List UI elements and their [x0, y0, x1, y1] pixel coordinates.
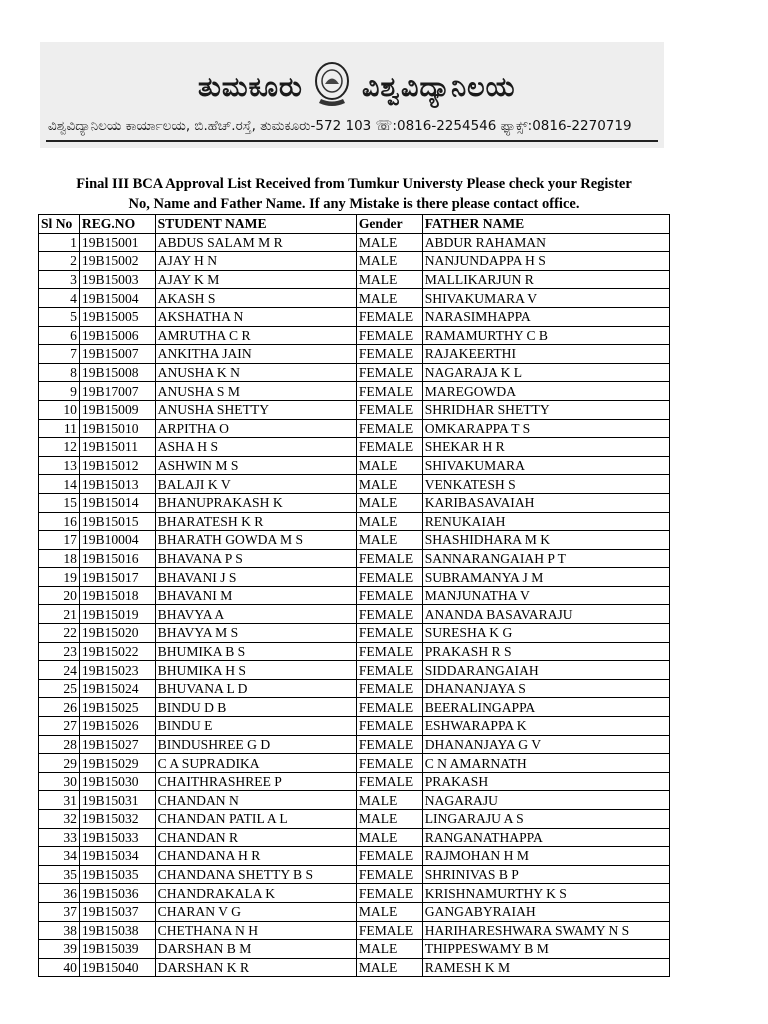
- table-header-row: [39, 215, 670, 234]
- father-name-cell: ESHWARAPPA K: [422, 717, 669, 736]
- university-seal-icon: [313, 59, 351, 109]
- student-name-cell: ASHWIN M S: [155, 456, 356, 475]
- gender-cell: MALE: [356, 456, 422, 475]
- sl-no-cell: 32: [39, 810, 80, 829]
- gender-cell: MALE: [356, 475, 422, 494]
- sl-no-cell: 39: [39, 940, 80, 959]
- reg-no-cell: 19B15035: [79, 865, 155, 884]
- table-row: [39, 326, 670, 345]
- reg-no-cell: 19B15005: [79, 307, 155, 326]
- reg-no-cell: 19B15009: [79, 400, 155, 419]
- reg-no-cell: 19B15029: [79, 754, 155, 773]
- student-name-cell: ANUSHA SHETTY: [155, 400, 356, 419]
- gender-cell: MALE: [356, 902, 422, 921]
- father-name-cell: THIPPESWAMY B M: [422, 940, 669, 959]
- sl-no-cell: 19: [39, 568, 80, 587]
- reg-no-cell: 19B15039: [79, 940, 155, 959]
- letterhead-divider: [46, 140, 658, 142]
- table-row: [39, 307, 670, 326]
- student-name-cell: CHANDAN R: [155, 828, 356, 847]
- table-row: [39, 679, 670, 698]
- reg-no-cell: 19B15025: [79, 698, 155, 717]
- table-row: [39, 810, 670, 829]
- reg-no-cell: 19B15014: [79, 493, 155, 512]
- sl-no-cell: 26: [39, 698, 80, 717]
- sl-no-cell: 13: [39, 456, 80, 475]
- table-row: [39, 865, 670, 884]
- sl-no-cell: 7: [39, 345, 80, 364]
- reg-no-cell: 19B15024: [79, 679, 155, 698]
- gender-cell: FEMALE: [356, 772, 422, 791]
- student-name-cell: BALAJI K V: [155, 475, 356, 494]
- father-name-cell: SHEKAR H R: [422, 438, 669, 457]
- student-name-cell: CHARAN V G: [155, 902, 356, 921]
- reg-no-cell: 19B15002: [79, 252, 155, 271]
- gender-cell: FEMALE: [356, 921, 422, 940]
- gender-cell: FEMALE: [356, 307, 422, 326]
- sl-no-cell: 15: [39, 493, 80, 512]
- gender-cell: FEMALE: [356, 549, 422, 568]
- table-row: [39, 252, 670, 271]
- father-name-cell: RENUKAIAH: [422, 512, 669, 531]
- gender-cell: FEMALE: [356, 438, 422, 457]
- student-name-cell: BHANUPRAKASH K: [155, 493, 356, 512]
- sl-no-cell: 24: [39, 661, 80, 680]
- reg-no-cell: 19B15034: [79, 847, 155, 866]
- sl-no-cell: 36: [39, 884, 80, 903]
- table-row: [39, 940, 670, 959]
- gender-cell: FEMALE: [356, 586, 422, 605]
- student-name-cell: BINDU D B: [155, 698, 356, 717]
- student-name-cell: BHARATESH K R: [155, 512, 356, 531]
- reg-no-cell: 19B15015: [79, 512, 155, 531]
- student-name-cell: BHAVANA P S: [155, 549, 356, 568]
- gender-cell: FEMALE: [356, 865, 422, 884]
- student-name-cell: ABDUS SALAM M R: [155, 233, 356, 252]
- gender-cell: FEMALE: [356, 884, 422, 903]
- reg-no-cell: 19B15010: [79, 419, 155, 438]
- sl-no-cell: 35: [39, 865, 80, 884]
- gender-cell: FEMALE: [356, 326, 422, 345]
- father-name-cell: KARIBASAVAIAH: [422, 493, 669, 512]
- sl-no-cell: 12: [39, 438, 80, 457]
- reg-no-cell: 19B15016: [79, 549, 155, 568]
- father-name-cell: SUBRAMANYA J M: [422, 568, 669, 587]
- reg-no-cell: 19B15011: [79, 438, 155, 457]
- student-name-cell: BHAVANI M: [155, 586, 356, 605]
- father-name-cell: PRAKASH: [422, 772, 669, 791]
- father-name-cell: RANGANATHAPPA: [422, 828, 669, 847]
- table-row: [39, 363, 670, 382]
- reg-no-cell: 19B15013: [79, 475, 155, 494]
- father-name-cell: HARIHARESHWARA SWAMY N S: [422, 921, 669, 940]
- gender-cell: FEMALE: [356, 661, 422, 680]
- student-name-cell: ARPITHA O: [155, 419, 356, 438]
- student-name-cell: CHANDAN N: [155, 791, 356, 810]
- father-name-cell: GANGABYRAIAH: [422, 902, 669, 921]
- student-name-cell: CHETHANA N H: [155, 921, 356, 940]
- gender-cell: MALE: [356, 958, 422, 977]
- table-row: [39, 400, 670, 419]
- student-name-cell: DARSHAN K R: [155, 958, 356, 977]
- table-row: [39, 828, 670, 847]
- gender-cell: FEMALE: [356, 400, 422, 419]
- father-name-cell: NAGARAJU: [422, 791, 669, 810]
- father-name-cell: MAREGOWDA: [422, 382, 669, 401]
- student-name-cell: BINDU E: [155, 717, 356, 736]
- reg-no-cell: 19B15027: [79, 735, 155, 754]
- student-name-cell: AJAY H N: [155, 252, 356, 271]
- table-row: [39, 642, 670, 661]
- student-name-cell: BHUMIKA H S: [155, 661, 356, 680]
- header-father-name: FATHER NAME: [422, 215, 669, 234]
- reg-no-cell: 19B15026: [79, 717, 155, 736]
- father-name-cell: SHRINIVAS B P: [422, 865, 669, 884]
- sl-no-cell: 28: [39, 735, 80, 754]
- letterhead: [40, 42, 664, 148]
- sl-no-cell: 5: [39, 307, 80, 326]
- table-row: [39, 902, 670, 921]
- gender-cell: FEMALE: [356, 735, 422, 754]
- reg-no-cell: 19B15019: [79, 605, 155, 624]
- sl-no-cell: 40: [39, 958, 80, 977]
- father-name-cell: RAJMOHAN H M: [422, 847, 669, 866]
- sl-no-cell: 20: [39, 586, 80, 605]
- university-name-right: ವಿಶ್ವವಿದ್ಯಾನಿಲಯ: [362, 72, 516, 103]
- reg-no-cell: 19B15031: [79, 791, 155, 810]
- sl-no-cell: 10: [39, 400, 80, 419]
- reg-no-cell: 19B15030: [79, 772, 155, 791]
- sl-no-cell: 34: [39, 847, 80, 866]
- table-row: [39, 661, 670, 680]
- father-name-cell: MALLIKARJUN R: [422, 270, 669, 289]
- table-body: [39, 233, 670, 977]
- table-row: [39, 698, 670, 717]
- notice-line-1: Final III BCA Approval List Received from Tumkur Universty Please check your Register: [76, 176, 632, 192]
- reg-no-cell: 19B15032: [79, 810, 155, 829]
- reg-no-cell: 19B15017: [79, 568, 155, 587]
- table-row: [39, 382, 670, 401]
- sl-no-cell: 22: [39, 624, 80, 643]
- sl-no-cell: 33: [39, 828, 80, 847]
- father-name-cell: SANNARANGAIAH P T: [422, 549, 669, 568]
- reg-no-cell: 19B15033: [79, 828, 155, 847]
- gender-cell: MALE: [356, 270, 422, 289]
- table-row: [39, 493, 670, 512]
- father-name-cell: SIDDARANGAIAH: [422, 661, 669, 680]
- gender-cell: MALE: [356, 531, 422, 550]
- gender-cell: FEMALE: [356, 624, 422, 643]
- student-name-cell: CHANDAN PATIL A L: [155, 810, 356, 829]
- father-name-cell: ABDUR RAHAMAN: [422, 233, 669, 252]
- sl-no-cell: 14: [39, 475, 80, 494]
- father-name-cell: VENKATESH S: [422, 475, 669, 494]
- student-name-cell: ANUSHA K N: [155, 363, 356, 382]
- father-name-cell: RAMAMURTHY C B: [422, 326, 669, 345]
- student-name-cell: DARSHAN B M: [155, 940, 356, 959]
- student-name-cell: CHANDANA H R: [155, 847, 356, 866]
- table-row: [39, 233, 670, 252]
- table-row: [39, 270, 670, 289]
- table-row: [39, 624, 670, 643]
- gender-cell: MALE: [356, 493, 422, 512]
- notice-text: [40, 174, 668, 214]
- sl-no-cell: 21: [39, 605, 80, 624]
- table-row: [39, 884, 670, 903]
- student-name-cell: AKASH S: [155, 289, 356, 308]
- header-sl-no: Sl No: [39, 215, 80, 234]
- sl-no-cell: 6: [39, 326, 80, 345]
- student-name-cell: ANUSHA S M: [155, 382, 356, 401]
- sl-no-cell: 27: [39, 717, 80, 736]
- university-name-left: ತುಮಕೂರು: [198, 72, 303, 103]
- table-row: [39, 958, 670, 977]
- father-name-cell: RAMESH K M: [422, 958, 669, 977]
- table-row: [39, 512, 670, 531]
- reg-no-cell: 19B15001: [79, 233, 155, 252]
- sl-no-cell: 18: [39, 549, 80, 568]
- student-name-cell: BHARATH GOWDA M S: [155, 531, 356, 550]
- sl-no-cell: 37: [39, 902, 80, 921]
- sl-no-cell: 29: [39, 754, 80, 773]
- university-address: ವಿಶ್ವವಿದ್ಯಾನಿಲಯ ಕಾರ್ಯಾಲಯ, ಬಿ.ಹೆಚ್.ರಸ್ತೆ, ತುಮಕೂರು-572 103 ☏:0816-2254546 ಫ್ಯಾಕ್ಸ್:0816-2270719: [48, 118, 632, 134]
- gender-cell: FEMALE: [356, 568, 422, 587]
- father-name-cell: SHIVAKUMARA V: [422, 289, 669, 308]
- father-name-cell: ANANDA BASAVARAJU: [422, 605, 669, 624]
- header-student-name: STUDENT NAME: [155, 215, 356, 234]
- sl-no-cell: 17: [39, 531, 80, 550]
- student-name-cell: ANKITHA JAIN: [155, 345, 356, 364]
- father-name-cell: MANJUNATHA V: [422, 586, 669, 605]
- father-name-cell: DHANANJAYA S: [422, 679, 669, 698]
- student-name-cell: ASHA H S: [155, 438, 356, 457]
- gender-cell: MALE: [356, 252, 422, 271]
- gender-cell: FEMALE: [356, 419, 422, 438]
- student-name-cell: CHAITHRASHREE P: [155, 772, 356, 791]
- father-name-cell: SURESHA K G: [422, 624, 669, 643]
- father-name-cell: SHASHIDHARA M K: [422, 531, 669, 550]
- reg-no-cell: 19B15038: [79, 921, 155, 940]
- gender-cell: MALE: [356, 512, 422, 531]
- table-row: [39, 568, 670, 587]
- table-row: [39, 735, 670, 754]
- gender-cell: FEMALE: [356, 382, 422, 401]
- sl-no-cell: 11: [39, 419, 80, 438]
- student-name-cell: AKSHATHA N: [155, 307, 356, 326]
- gender-cell: FEMALE: [356, 642, 422, 661]
- father-name-cell: DHANANJAYA G V: [422, 735, 669, 754]
- sl-no-cell: 31: [39, 791, 80, 810]
- gender-cell: MALE: [356, 289, 422, 308]
- student-name-cell: CHANDANA SHETTY B S: [155, 865, 356, 884]
- father-name-cell: C N AMARNATH: [422, 754, 669, 773]
- gender-cell: MALE: [356, 791, 422, 810]
- father-name-cell: NANJUNDAPPA H S: [422, 252, 669, 271]
- gender-cell: MALE: [356, 810, 422, 829]
- header-reg-no: REG.NO: [79, 215, 155, 234]
- student-name-cell: C A SUPRADIKA: [155, 754, 356, 773]
- table-row: [39, 456, 670, 475]
- sl-no-cell: 16: [39, 512, 80, 531]
- student-name-cell: BHUVANA L D: [155, 679, 356, 698]
- father-name-cell: NAGARAJA K L: [422, 363, 669, 382]
- sl-no-cell: 38: [39, 921, 80, 940]
- reg-no-cell: 19B15008: [79, 363, 155, 382]
- father-name-cell: SHRIDHAR SHETTY: [422, 400, 669, 419]
- gender-cell: MALE: [356, 233, 422, 252]
- sl-no-cell: 8: [39, 363, 80, 382]
- father-name-cell: RAJAKEERTHI: [422, 345, 669, 364]
- student-name-cell: BINDUSHREE G D: [155, 735, 356, 754]
- student-name-cell: AJAY K M: [155, 270, 356, 289]
- table-row: [39, 345, 670, 364]
- table-row: [39, 419, 670, 438]
- table-row: [39, 921, 670, 940]
- table-row: [39, 717, 670, 736]
- reg-no-cell: 19B15018: [79, 586, 155, 605]
- gender-cell: MALE: [356, 940, 422, 959]
- table-row: [39, 791, 670, 810]
- table-row: [39, 754, 670, 773]
- table-row: [39, 289, 670, 308]
- student-approval-table: [38, 214, 670, 977]
- student-name-cell: CHANDRAKALA K: [155, 884, 356, 903]
- table-row: [39, 586, 670, 605]
- table-row: [39, 475, 670, 494]
- father-name-cell: SHIVAKUMARA: [422, 456, 669, 475]
- reg-no-cell: 19B15036: [79, 884, 155, 903]
- sl-no-cell: 1: [39, 233, 80, 252]
- table-row: [39, 772, 670, 791]
- gender-cell: FEMALE: [356, 717, 422, 736]
- sl-no-cell: 23: [39, 642, 80, 661]
- gender-cell: FEMALE: [356, 345, 422, 364]
- student-name-cell: BHAVANI J S: [155, 568, 356, 587]
- gender-cell: FEMALE: [356, 605, 422, 624]
- reg-no-cell: 19B15022: [79, 642, 155, 661]
- reg-no-cell: 19B15040: [79, 958, 155, 977]
- sl-no-cell: 30: [39, 772, 80, 791]
- gender-cell: FEMALE: [356, 363, 422, 382]
- reg-no-cell: 19B17007: [79, 382, 155, 401]
- reg-no-cell: 19B15037: [79, 902, 155, 921]
- table-row: [39, 531, 670, 550]
- table-row: [39, 605, 670, 624]
- sl-no-cell: 3: [39, 270, 80, 289]
- father-name-cell: LINGARAJU A S: [422, 810, 669, 829]
- header-gender: Gender: [356, 215, 422, 234]
- student-name-cell: BHUMIKA B S: [155, 642, 356, 661]
- student-name-cell: BHAVYA A: [155, 605, 356, 624]
- reg-no-cell: 19B15003: [79, 270, 155, 289]
- reg-no-cell: 19B10004: [79, 531, 155, 550]
- father-name-cell: BEERALINGAPPA: [422, 698, 669, 717]
- notice-line-2: No, Name and Father Name. If any Mistake is there please contact office.: [128, 196, 580, 212]
- reg-no-cell: 19B15020: [79, 624, 155, 643]
- reg-no-cell: 19B15023: [79, 661, 155, 680]
- sl-no-cell: 25: [39, 679, 80, 698]
- student-name-cell: AMRUTHA C R: [155, 326, 356, 345]
- gender-cell: FEMALE: [356, 847, 422, 866]
- gender-cell: MALE: [356, 828, 422, 847]
- father-name-cell: KRISHNAMURTHY K S: [422, 884, 669, 903]
- father-name-cell: OMKARAPPA T S: [422, 419, 669, 438]
- reg-no-cell: 19B15006: [79, 326, 155, 345]
- table-row: [39, 438, 670, 457]
- reg-no-cell: 19B15012: [79, 456, 155, 475]
- student-name-cell: BHAVYA M S: [155, 624, 356, 643]
- sl-no-cell: 4: [39, 289, 80, 308]
- sl-no-cell: 2: [39, 252, 80, 271]
- reg-no-cell: 19B15004: [79, 289, 155, 308]
- gender-cell: FEMALE: [356, 679, 422, 698]
- table-row: [39, 847, 670, 866]
- father-name-cell: NARASIMHAPPA: [422, 307, 669, 326]
- gender-cell: FEMALE: [356, 754, 422, 773]
- gender-cell: FEMALE: [356, 698, 422, 717]
- table-row: [39, 549, 670, 568]
- father-name-cell: PRAKASH R S: [422, 642, 669, 661]
- reg-no-cell: 19B15007: [79, 345, 155, 364]
- sl-no-cell: 9: [39, 382, 80, 401]
